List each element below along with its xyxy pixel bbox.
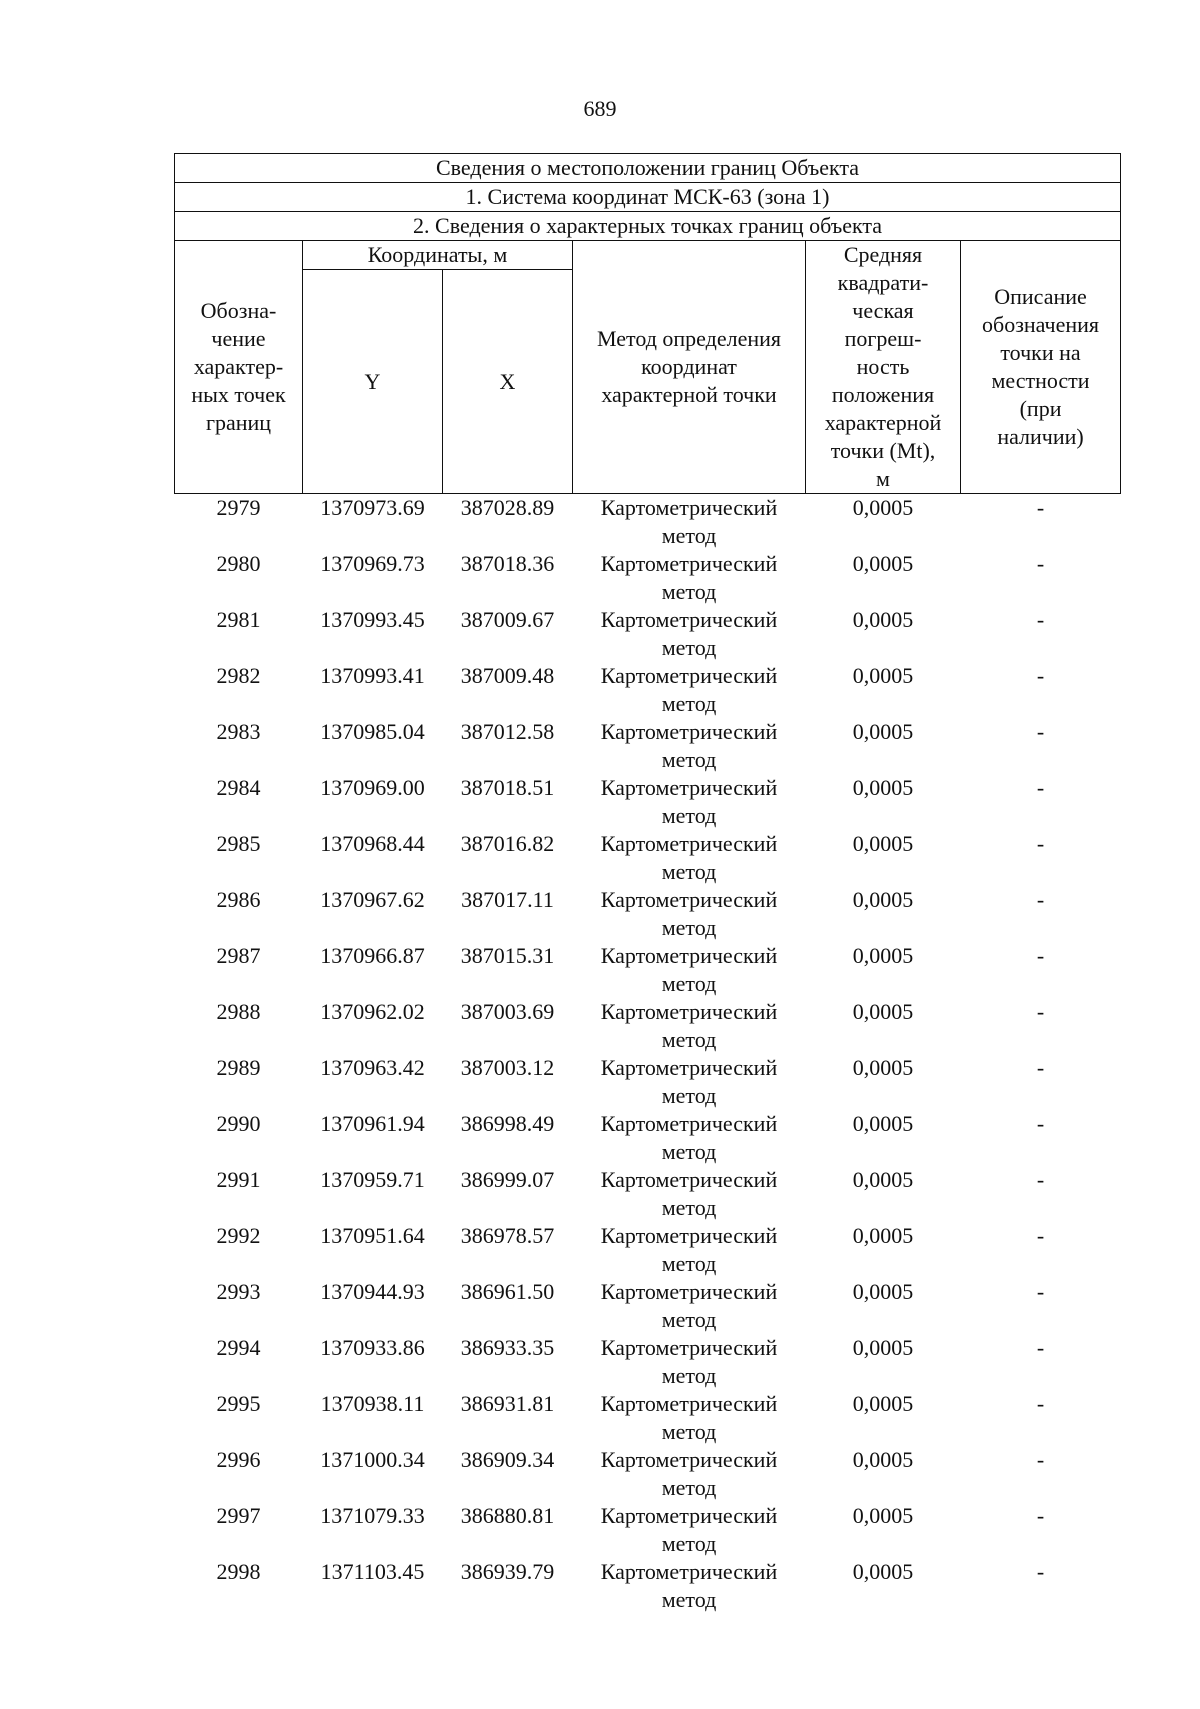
method-cell: [573, 1166, 806, 1222]
table-row: [175, 662, 1121, 718]
method-cell: [573, 774, 806, 830]
error-cell: 0,0005: [852, 1223, 914, 1248]
point-id-cell: 2994: [216, 1335, 261, 1360]
header-line: обозначения: [982, 312, 1100, 337]
method-line: метод: [661, 1307, 717, 1332]
method-line: Картометрический: [600, 551, 778, 576]
error-cell: 0,0005: [852, 999, 914, 1024]
x-coordinate-cell: 387028.89: [460, 495, 555, 520]
y-coordinate-cell: 1370973.69: [320, 495, 425, 520]
method-cell: [573, 1446, 806, 1502]
description-cell: -: [1036, 663, 1045, 688]
method-line: Картометрический: [600, 1559, 778, 1584]
error-cell: 0,0005: [852, 1559, 914, 1584]
table-row: [175, 998, 1121, 1054]
x-coordinate-cell: 386978.57: [460, 1223, 555, 1248]
y-coordinate-cell: 1370962.02: [320, 999, 425, 1024]
y-coordinate-cell: 1370967.62: [320, 887, 425, 912]
description-cell: -: [1036, 943, 1045, 968]
error-cell: 0,0005: [852, 1447, 914, 1472]
method-line: метод: [661, 1251, 717, 1276]
table-body: [175, 494, 1121, 1615]
header-line: Обозна-: [200, 298, 277, 323]
x-coordinate-cell: 386998.49: [460, 1111, 555, 1136]
error-cell: 0,0005: [852, 887, 914, 912]
x-coordinate-cell: 387017.11: [461, 887, 554, 912]
x-coordinate-cell: 387018.36: [460, 551, 555, 576]
method-line: метод: [661, 859, 717, 884]
description-cell: -: [1036, 551, 1045, 576]
point-id-cell: 2995: [216, 1391, 261, 1416]
method-line: метод: [661, 971, 717, 996]
description-cell: -: [1036, 1111, 1045, 1136]
description-cell: -: [1036, 887, 1045, 912]
method-cell: [573, 830, 806, 886]
table-row: [175, 886, 1121, 942]
header-line: Средняя: [843, 242, 923, 267]
point-id-cell: 2997: [216, 1503, 261, 1528]
method-line: Картометрический: [600, 775, 778, 800]
header-method: [573, 241, 806, 494]
point-id-cell: 2992: [216, 1223, 261, 1248]
error-cell: 0,0005: [852, 719, 914, 744]
method-cell: [573, 942, 806, 998]
header-y: Y: [303, 270, 443, 494]
y-coordinate-cell: 1370959.71: [320, 1167, 425, 1192]
header-coordinates: Координаты, м: [303, 241, 573, 270]
description-cell: -: [1036, 495, 1045, 520]
error-cell: 0,0005: [852, 1055, 914, 1080]
method-line: Картометрический: [600, 495, 778, 520]
point-id-cell: 2987: [216, 943, 261, 968]
method-cell: [573, 550, 806, 606]
method-line: метод: [661, 1363, 717, 1388]
header-x: X: [443, 270, 573, 494]
point-id-cell: 2989: [216, 1055, 261, 1080]
method-line: метод: [661, 1195, 717, 1220]
description-cell: -: [1036, 999, 1045, 1024]
y-coordinate-cell: 1370985.04: [320, 719, 425, 744]
header-line: погреш-: [844, 326, 922, 351]
method-line: Картометрический: [600, 1391, 778, 1416]
header-line: точки на: [1000, 340, 1081, 365]
method-cell: [573, 1278, 806, 1334]
method-line: Картометрический: [600, 1223, 778, 1248]
point-id-cell: 2985: [216, 831, 261, 856]
method-cell: [573, 886, 806, 942]
method-line: Картометрический: [600, 1447, 778, 1472]
method-line: метод: [661, 1531, 717, 1556]
method-line: Картометрический: [600, 1055, 778, 1080]
method-line: Картометрический: [600, 831, 778, 856]
x-coordinate-cell: 387009.48: [460, 663, 555, 688]
error-cell: 0,0005: [852, 1335, 914, 1360]
point-id-cell: 2990: [216, 1111, 261, 1136]
y-coordinate-cell: 1370938.11: [320, 1391, 425, 1416]
error-cell: 0,0005: [852, 831, 914, 856]
coordinates-table: [174, 153, 1121, 1614]
x-coordinate-cell: 387003.12: [460, 1055, 555, 1080]
header-line: Описание: [994, 284, 1087, 309]
points-section-title: 2. Сведения о характерных точках границ объекта: [175, 212, 1121, 241]
description-cell: -: [1036, 1503, 1045, 1528]
y-coordinate-cell: 1370993.45: [320, 607, 425, 632]
table-row: [175, 1502, 1121, 1558]
y-coordinate-cell: 1370933.86: [320, 1335, 425, 1360]
header-line: м: [876, 466, 890, 491]
description-cell: -: [1036, 607, 1045, 632]
error-cell: 0,0005: [852, 1111, 914, 1136]
point-id-cell: 2996: [216, 1447, 261, 1472]
method-line: метод: [661, 691, 717, 716]
x-coordinate-cell: 387015.31: [460, 943, 555, 968]
description-cell: -: [1036, 1279, 1045, 1304]
point-id-cell: 2981: [216, 607, 261, 632]
error-cell: 0,0005: [852, 495, 914, 520]
table-row: [175, 1334, 1121, 1390]
method-cell: [573, 1222, 806, 1278]
x-coordinate-cell: 386999.07: [460, 1167, 555, 1192]
table-row: [175, 1166, 1121, 1222]
method-cell: [573, 998, 806, 1054]
method-line: метод: [661, 1475, 717, 1500]
header-line: точки (Mt),: [830, 438, 936, 463]
table-row: [175, 494, 1121, 551]
method-line: Картометрический: [600, 1503, 778, 1528]
table-row: [175, 1222, 1121, 1278]
method-line: Картометрический: [600, 1279, 778, 1304]
y-coordinate-cell: 1371079.33: [320, 1503, 425, 1528]
table-row: [175, 1446, 1121, 1502]
x-coordinate-cell: 386909.34: [460, 1447, 555, 1472]
table-row: [175, 718, 1121, 774]
point-id-cell: 2983: [216, 719, 261, 744]
page-number: 689: [583, 96, 617, 121]
y-coordinate-cell: 1370963.42: [320, 1055, 425, 1080]
header-line: ных точек: [191, 382, 286, 407]
point-id-cell: 2998: [216, 1559, 261, 1584]
header-line: координат: [641, 354, 737, 379]
table-row: [175, 550, 1121, 606]
method-line: Картометрический: [600, 943, 778, 968]
error-cell: 0,0005: [852, 663, 914, 688]
y-coordinate-cell: 1370969.00: [320, 775, 425, 800]
x-coordinate-cell: 387018.51: [460, 775, 555, 800]
error-cell: 0,0005: [852, 1503, 914, 1528]
x-coordinate-cell: 387009.67: [460, 607, 555, 632]
coordinate-system-title: 1. Система координат МСК-63 (зона 1): [175, 183, 1121, 212]
y-coordinate-cell: 1370993.41: [320, 663, 425, 688]
description-cell: -: [1036, 1223, 1045, 1248]
error-cell: 0,0005: [852, 1391, 914, 1416]
method-cell: [573, 494, 806, 551]
method-cell: [573, 1390, 806, 1446]
table-row: [175, 1110, 1121, 1166]
method-cell: [573, 1054, 806, 1110]
table-row: [175, 606, 1121, 662]
header-line: местности: [991, 368, 1090, 393]
x-coordinate-cell: 386961.50: [460, 1279, 555, 1304]
header-line: характерной точки: [601, 382, 777, 407]
method-cell: [573, 718, 806, 774]
y-coordinate-cell: 1370968.44: [320, 831, 425, 856]
table-row: [175, 1390, 1121, 1446]
x-coordinate-cell: 386931.81: [460, 1391, 555, 1416]
description-cell: -: [1036, 1559, 1045, 1584]
table-row: [175, 942, 1121, 998]
header-point-id: [175, 241, 303, 494]
y-coordinate-cell: 1370969.73: [320, 551, 425, 576]
x-coordinate-cell: 387012.58: [460, 719, 555, 744]
point-id-cell: 2993: [216, 1279, 261, 1304]
description-cell: -: [1036, 1167, 1045, 1192]
table-row: [175, 1558, 1121, 1614]
y-coordinate-cell: 1371103.45: [320, 1559, 425, 1584]
table-title: Сведения о местоположении границ Объекта: [175, 154, 1121, 183]
header-error: [806, 241, 961, 494]
point-id-cell: 2988: [216, 999, 261, 1024]
header-line: границ: [205, 410, 272, 435]
method-line: Картометрический: [600, 1335, 778, 1360]
method-line: Картометрический: [600, 999, 778, 1024]
method-cell: [573, 1558, 806, 1614]
error-cell: 0,0005: [852, 607, 914, 632]
method-line: метод: [661, 523, 717, 548]
header-description: [961, 241, 1121, 494]
point-id-cell: 2982: [216, 663, 261, 688]
method-line: метод: [661, 1419, 717, 1444]
header-line: характер-: [193, 354, 284, 379]
description-cell: -: [1036, 775, 1045, 800]
table-row: [175, 1054, 1121, 1110]
method-cell: [573, 662, 806, 718]
header-line: наличии): [997, 424, 1084, 449]
description-cell: -: [1036, 1391, 1045, 1416]
method-line: метод: [661, 915, 717, 940]
x-coordinate-cell: 386933.35: [460, 1335, 555, 1360]
description-cell: -: [1036, 1055, 1045, 1080]
method-cell: [573, 1334, 806, 1390]
point-id-cell: 2979: [216, 495, 261, 520]
method-cell: [573, 606, 806, 662]
method-line: метод: [661, 1587, 717, 1612]
method-line: метод: [661, 1027, 717, 1052]
header-line: характерной: [824, 410, 942, 435]
point-id-cell: 2991: [216, 1167, 261, 1192]
method-line: Картометрический: [600, 1111, 778, 1136]
point-id-cell: 2986: [216, 887, 261, 912]
y-coordinate-cell: 1370951.64: [320, 1223, 425, 1248]
method-line: Картометрический: [600, 1167, 778, 1192]
header-line: квадрати-: [837, 270, 929, 295]
y-coordinate-cell: 1371000.34: [320, 1447, 425, 1472]
error-cell: 0,0005: [852, 551, 914, 576]
header-line: (при: [1019, 396, 1062, 421]
description-cell: -: [1036, 1335, 1045, 1360]
header-line: ность: [856, 354, 910, 379]
error-cell: 0,0005: [852, 775, 914, 800]
method-line: метод: [661, 803, 717, 828]
method-line: метод: [661, 1083, 717, 1108]
method-line: Картометрический: [600, 887, 778, 912]
method-line: Картометрический: [600, 607, 778, 632]
table-row: [175, 830, 1121, 886]
y-coordinate-cell: 1370944.93: [320, 1279, 425, 1304]
y-coordinate-cell: 1370961.94: [320, 1111, 425, 1136]
method-line: метод: [661, 635, 717, 660]
error-cell: 0,0005: [852, 1167, 914, 1192]
header-line: Метод определения: [596, 326, 782, 351]
method-line: метод: [661, 747, 717, 772]
error-cell: 0,0005: [852, 943, 914, 968]
description-cell: -: [1036, 1447, 1045, 1472]
header-line: положения: [831, 382, 935, 407]
error-cell: 0,0005: [852, 1279, 914, 1304]
x-coordinate-cell: 386880.81: [460, 1503, 555, 1528]
x-coordinate-cell: 386939.79: [460, 1559, 555, 1584]
x-coordinate-cell: 387016.82: [460, 831, 555, 856]
point-id-cell: 2980: [216, 551, 261, 576]
table-row: [175, 1278, 1121, 1334]
y-coordinate-cell: 1370966.87: [320, 943, 425, 968]
description-cell: -: [1036, 831, 1045, 856]
method-cell: [573, 1110, 806, 1166]
method-line: метод: [661, 579, 717, 604]
point-id-cell: 2984: [216, 775, 261, 800]
table-row: [175, 774, 1121, 830]
method-cell: [573, 1502, 806, 1558]
header-line: чение: [211, 326, 266, 351]
x-coordinate-cell: 387003.69: [460, 999, 555, 1024]
method-line: Картометрический: [600, 663, 778, 688]
header-line: ческая: [852, 298, 914, 323]
method-line: метод: [661, 1139, 717, 1164]
description-cell: -: [1036, 719, 1045, 744]
method-line: Картометрический: [600, 719, 778, 744]
